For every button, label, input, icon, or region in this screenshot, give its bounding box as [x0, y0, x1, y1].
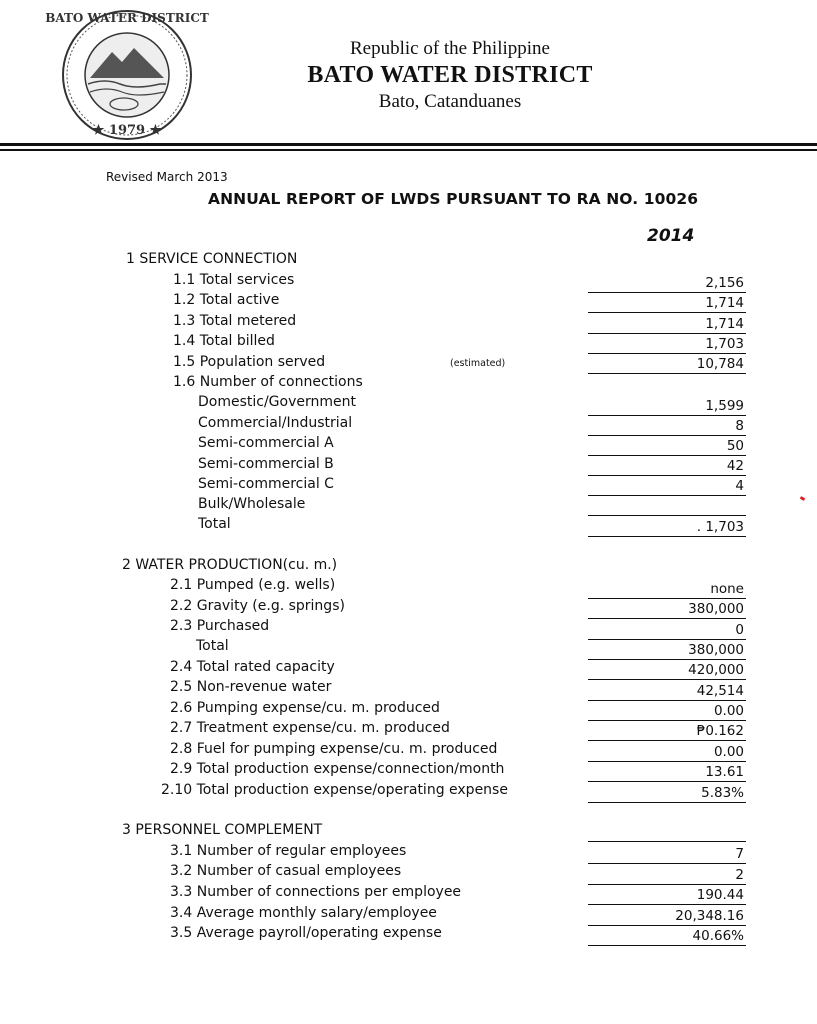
row-label: 3.5 Average payroll/operating expense [170, 925, 442, 941]
row-label: 2.1 Pumped (e.g. wells) [170, 577, 336, 593]
section-heading: 3 PERSONNEL COMPLEMENT [122, 822, 323, 838]
row-label: 1.2 Total active [173, 292, 280, 308]
value-underline [588, 841, 746, 842]
row-label: Semi-commercial C [198, 476, 334, 492]
svg-text:★ 1979 ★: ★ 1979 ★ [92, 123, 162, 138]
row-value: 10,784 [696, 356, 744, 372]
value-underline [588, 515, 746, 516]
row-value: 2 [735, 867, 744, 883]
row-value: 1,714 [705, 316, 744, 332]
value-underline [588, 435, 746, 436]
row-label: 1.5 Population served [173, 354, 326, 370]
header-rule-bottom [0, 149, 817, 151]
row-value: 4 [735, 478, 744, 494]
row-value: 7 [735, 846, 744, 862]
row-value: 420,000 [688, 662, 744, 678]
row-value: 1,703 [705, 336, 744, 352]
row-value: 42 [726, 458, 744, 474]
row-label: 2.8 Fuel for pumping expense/cu. m. produced [170, 741, 498, 757]
row-value: 8 [735, 418, 744, 434]
value-underline [588, 781, 746, 782]
header-location: Bato, Catanduanes [378, 91, 522, 112]
header-republic: Republic of the Philippine [349, 38, 550, 59]
row-value: 0 [735, 622, 744, 638]
row-label: 2.2 Gravity (e.g. springs) [170, 598, 345, 614]
value-underline [588, 659, 746, 660]
value-underline [588, 740, 746, 741]
value-underline [588, 720, 746, 721]
row-label: 1.1 Total services [173, 272, 295, 288]
value-underline [588, 495, 746, 496]
row-label: 2.5 Non-revenue water [170, 679, 332, 695]
value-underline [588, 925, 746, 926]
value-underline [588, 333, 746, 334]
value-underline [588, 353, 746, 354]
row-value: 13.61 [705, 764, 744, 780]
value-underline [588, 884, 746, 885]
value-underline [588, 679, 746, 680]
row-value: 1,714 [705, 295, 744, 311]
row-label: 1.3 Total metered [173, 313, 297, 329]
row-value: 20,348.16 [675, 908, 744, 924]
revised-date: Revised March 2013 [106, 170, 228, 184]
row-label: 2.7 Treatment expense/cu. m. produced [170, 720, 450, 736]
section-heading: 2 WATER PRODUCTION(cu. m.) [122, 557, 338, 573]
row-label: Commercial/Industrial [198, 415, 353, 431]
value-underline [588, 863, 746, 864]
value-underline [588, 312, 746, 313]
estimated-note: (estimated) [450, 358, 506, 369]
value-underline [588, 761, 746, 762]
report-title: ANNUAL REPORT OF LWDS PURSUANT TO RA NO. 10026 [208, 190, 699, 208]
row-label: Semi-commercial B [198, 456, 334, 472]
value-underline [588, 415, 746, 416]
row-value: 190.44 [696, 887, 744, 903]
value-underline [588, 536, 746, 537]
value-underline [588, 455, 746, 456]
ink-speck [800, 496, 806, 501]
value-underline [588, 945, 746, 946]
row-label: 3.4 Average monthly salary/employee [170, 905, 437, 921]
row-label: Domestic/Government [198, 394, 356, 410]
value-underline [588, 618, 746, 619]
value-underline [588, 904, 746, 905]
value-underline [588, 373, 746, 374]
row-value: 5.83% [701, 785, 744, 801]
row-value: 380,000 [688, 642, 744, 658]
row-value: . 1,703 [696, 519, 744, 535]
row-value: 0.00 [713, 744, 744, 760]
row-value: none [710, 581, 744, 597]
row-label: 3.3 Number of connections per employee [170, 884, 462, 900]
value-underline [588, 475, 746, 476]
value-underline [588, 292, 746, 293]
header-rule-top [0, 143, 817, 146]
row-value: 42,514 [696, 683, 744, 699]
section-heading: 1 SERVICE CONNECTION [126, 251, 298, 267]
row-label: 3.2 Number of casual employees [170, 863, 402, 879]
row-label: 2.9 Total production expense/connection/month [170, 761, 505, 777]
header-district-name: BATO WATER DISTRICT [307, 62, 593, 88]
value-underline [588, 700, 746, 701]
report-year: 2014 [647, 226, 695, 246]
value-underline [588, 802, 746, 803]
row-value: 50 [726, 438, 744, 454]
row-value: ₱0.162 [696, 723, 744, 739]
row-label: 2.10 Total production expense/operating expense [161, 782, 508, 798]
row-value: 1,599 [705, 398, 744, 414]
row-label: 3.1 Number of regular employees [170, 843, 407, 859]
row-value: 2,156 [705, 275, 744, 291]
row-value: 380,000 [688, 601, 744, 617]
row-value: 0.00 [713, 703, 744, 719]
row-label: Total [198, 516, 231, 532]
row-value: 40.66% [692, 928, 744, 944]
value-underline [588, 598, 746, 599]
row-label: 1.6 Number of connections [173, 374, 363, 390]
svg-text:BATO WATER DISTRICT: BATO WATER DISTRICT [45, 11, 209, 25]
row-label: 1.4 Total billed [173, 333, 275, 349]
row-label: 2.6 Pumping expense/cu. m. produced [170, 700, 440, 716]
row-label: 2.4 Total rated capacity [170, 659, 335, 675]
row-label: Total [196, 638, 229, 654]
value-underline [588, 639, 746, 640]
row-label: 2.3 Purchased [170, 618, 270, 634]
district-seal-logo [45, 8, 209, 142]
row-label: Bulk/Wholesale [198, 496, 306, 512]
row-label: Semi-commercial A [198, 435, 334, 451]
